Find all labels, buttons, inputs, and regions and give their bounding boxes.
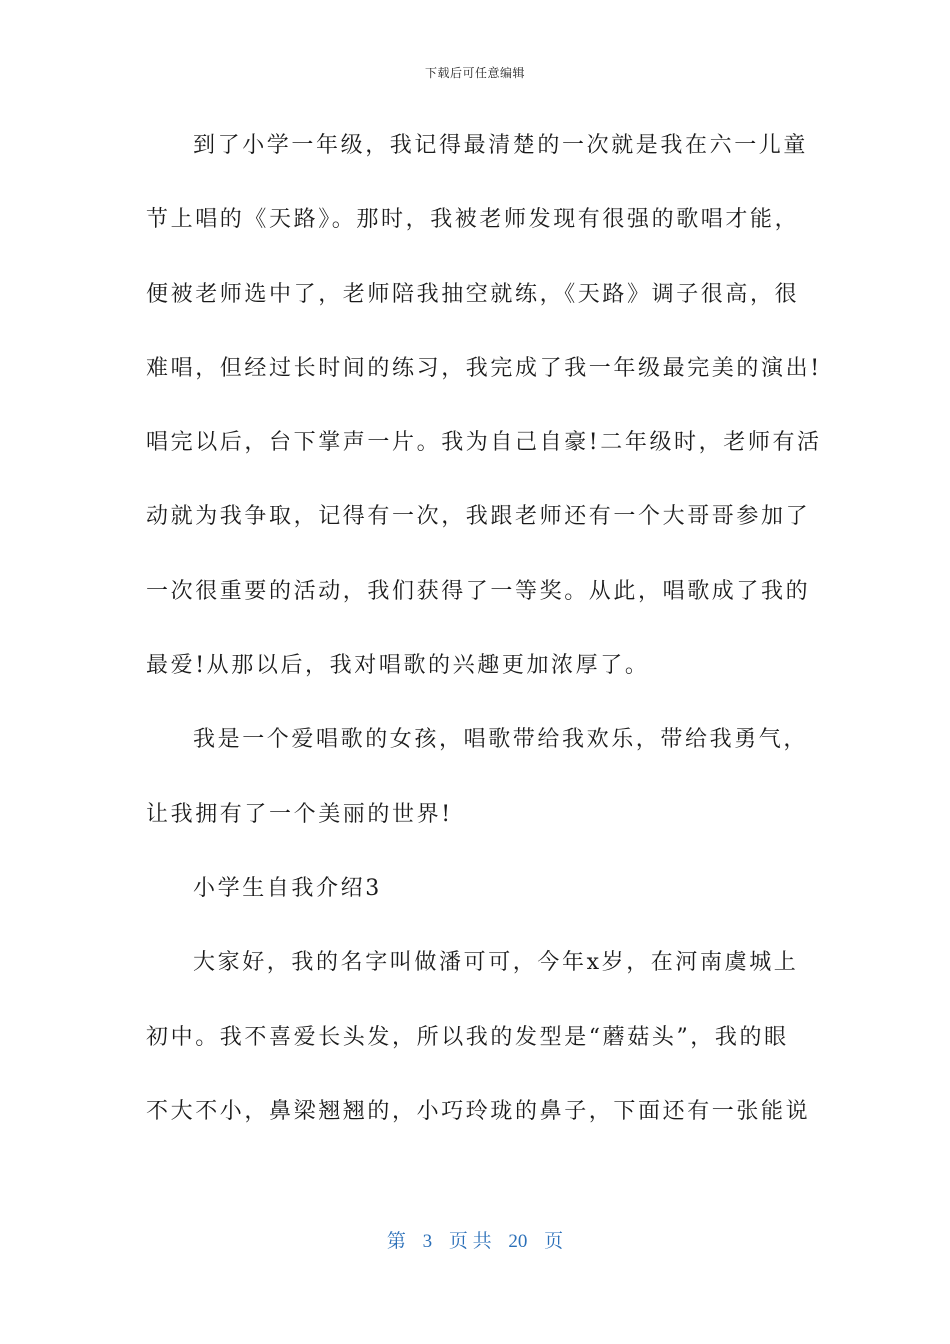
text-line-12: 大家好，我的名字叫做潘可可，今年x岁，在河南虞城上 (193, 950, 799, 976)
current-page-number: 3 (422, 1231, 433, 1252)
footer-suffix: 页 (544, 1231, 564, 1252)
text-line-14: 不大不小，鼻梁翘翘的，小巧玲珑的鼻子，下面还有一张能说 (146, 1098, 811, 1124)
text-line-5: 唱完以后，台下掌声一片。我为自己自豪!二年级时，老师有活 (146, 430, 822, 456)
text-line-3: 便被老师选中了，老师陪我抽空就练，《天路》调子很高，很 (146, 281, 800, 307)
text-line-7: 一次很重要的活动，我们获得了一等奖。从此，唱歌成了我的 (146, 578, 811, 604)
text-line-4: 难唱，但经过长时间的练习，我完成了我一年级最完美的演出! (146, 355, 822, 381)
text-line-6: 动就为我争取，记得有一次，我跟老师还有一个大哥哥参加了 (146, 504, 811, 530)
text-line-13: 初中。我不喜爱长头发，所以我的发型是“蘑菇头”，我的眼 (146, 1024, 789, 1050)
text-line-1: 到了小学一年级，我记得最清楚的一次就是我在六一儿童 (193, 133, 809, 158)
document-body (146, 122, 822, 1162)
footer-prefix: 第 (386, 1231, 406, 1252)
footer-middle: 页 共 (448, 1231, 492, 1252)
text-line-8: 最爱!从那以后，我对唱歌的兴趣更加浓厚了。 (146, 653, 650, 679)
total-pages-number: 20 (508, 1231, 528, 1252)
text-line-2: 节上唱的《天路》。那时，我被老师发现有很强的歌唱才能， (146, 207, 800, 233)
text-line-10: 让我拥有了一个美丽的世界! (146, 801, 453, 827)
page-header: 下载后可任意编辑 (424, 66, 525, 80)
text-line-9: 我是一个爱唱歌的女孩，唱歌带给我欢乐，带给我勇气， (193, 727, 809, 753)
section-heading: 小学生自我介绍3 (193, 875, 382, 901)
page-footer (0, 1226, 950, 1253)
